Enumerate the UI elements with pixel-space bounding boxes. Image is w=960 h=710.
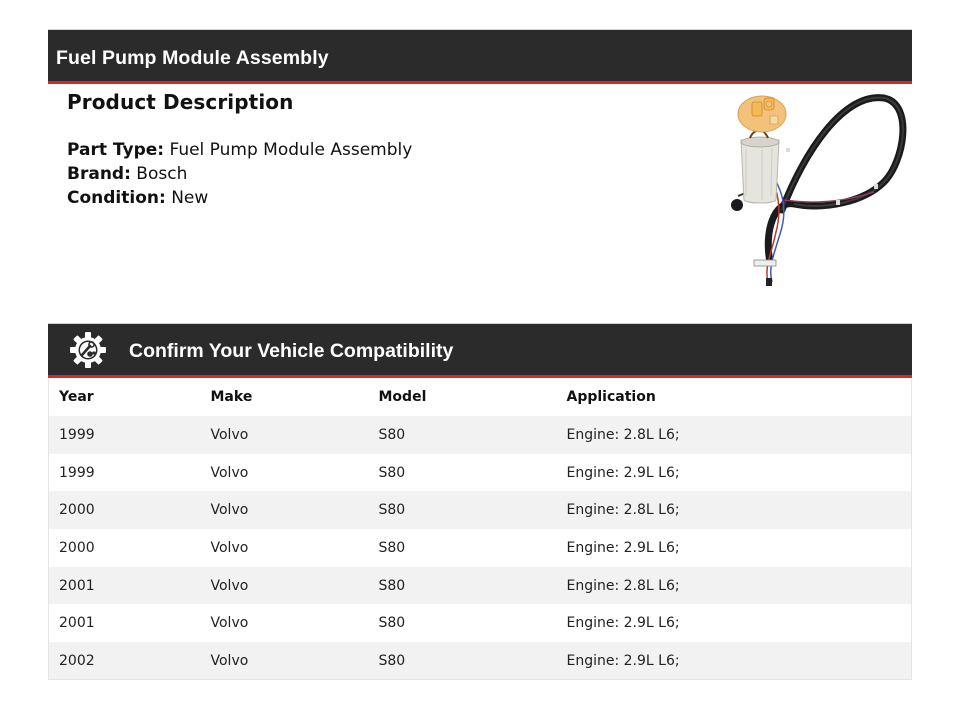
table-row (49, 454, 912, 492)
cell-model: S80 (369, 529, 557, 567)
cell-make: Volvo (201, 604, 369, 642)
cell-year: 1999 (49, 416, 201, 454)
condition-value: New (171, 188, 209, 208)
cell-year: 2000 (49, 529, 201, 567)
cell-application: Engine: 2.9L L6; (557, 604, 912, 642)
part-type-label: Part Type: (67, 140, 165, 160)
cell-model: S80 (369, 604, 557, 642)
cell-make: Volvo (201, 567, 369, 605)
cell-year: 2001 (49, 604, 201, 642)
product-description (67, 90, 412, 210)
column-header-year: Year (49, 378, 201, 416)
column-header-make: Make (201, 378, 369, 416)
cell-model: S80 (369, 567, 557, 605)
cell-application: Engine: 2.8L L6; (557, 416, 912, 454)
cell-application: Engine: 2.8L L6; (557, 567, 912, 605)
cell-application: Engine: 2.9L L6; (557, 454, 912, 492)
cell-make: Volvo (201, 529, 369, 567)
compatibility-bar (48, 324, 912, 378)
cell-make: Volvo (201, 416, 369, 454)
cell-year: 1999 (49, 454, 201, 492)
table-header-row (49, 378, 912, 416)
cell-year: 2001 (49, 567, 201, 605)
cell-application: Engine: 2.8L L6; (557, 491, 912, 529)
cell-make: Volvo (201, 491, 369, 529)
description-heading: Product Description (67, 90, 294, 114)
cell-model: S80 (369, 491, 557, 529)
table-row (49, 567, 912, 605)
column-header-application: Application (557, 378, 912, 416)
table-row (49, 529, 912, 567)
cell-model: S80 (369, 642, 557, 680)
cell-application: Engine: 2.9L L6; (557, 529, 912, 567)
table-row (49, 416, 912, 454)
cell-model: S80 (369, 454, 557, 492)
product-image (724, 92, 908, 290)
table-row (49, 604, 912, 642)
compatibility-title: Confirm Your Vehicle Compatibility (129, 340, 454, 362)
brand-label: Brand: (67, 164, 131, 184)
cell-year: 2000 (49, 491, 201, 529)
cell-model: S80 (369, 416, 557, 454)
table-row (49, 491, 912, 529)
column-header-model: Model (369, 378, 557, 416)
part-type-value: Fuel Pump Module Assembly (169, 140, 413, 160)
product-title-bar (48, 30, 912, 84)
cell-make: Volvo (201, 454, 369, 492)
brand-line (67, 162, 412, 186)
cell-year: 2002 (49, 642, 201, 680)
compatibility-table (48, 378, 912, 680)
brand-value: Bosch (136, 164, 188, 184)
gear-wrench-icon (68, 330, 108, 370)
table-row (49, 642, 912, 680)
cell-make: Volvo (201, 642, 369, 680)
product-title: Fuel Pump Module Assembly (56, 46, 329, 69)
cell-application: Engine: 2.9L L6; (557, 642, 912, 680)
condition-label: Condition: (67, 188, 166, 208)
condition-line (67, 186, 412, 210)
part-type-line (67, 138, 412, 162)
